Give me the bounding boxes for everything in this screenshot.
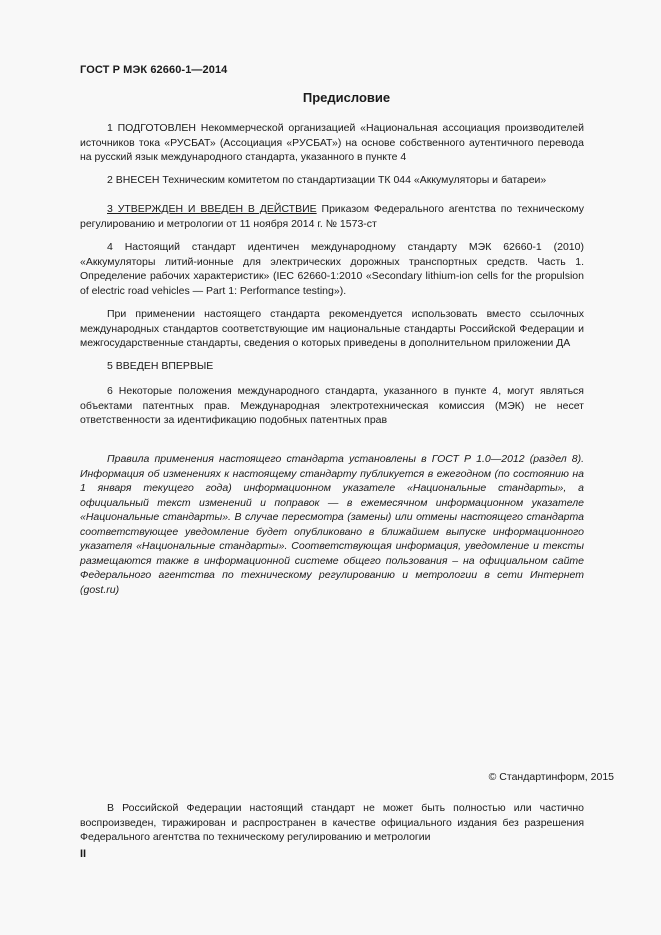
paragraph-first-introduced: 5 ВВЕДЕН ВПЕРВЫЕ — [107, 360, 214, 372]
paragraph-patent-rights: 6 Некоторые положения международного стандарта, указанного в пункте 4, могут являться объектами патентных прав. Международная электротехническая комиссия (МЭК) не несет ответственности за идентификацию подобных патентных прав — [80, 385, 584, 426]
page-number: II — [80, 848, 87, 860]
footer-reproduction-notice: В Российской Федерации настоящий стандарт не может быть полностью или частично воспроизведен, тиражирован и распространен в качестве официального издания без разрешения Федерального агентства по техническому регулированию и метрологии — [80, 802, 584, 843]
document-code: ГОСТ Р МЭК 62660-1—2014 — [80, 64, 228, 76]
paragraph-introduced-by: 2 ВНЕСЕН Техническим комитетом по стандартизации ТК 044 «Аккумуляторы и батареи» — [107, 174, 547, 186]
page-title: Предисловие — [302, 90, 391, 105]
approved-lead: 3 УТВЕРЖДЕН И ВВЕДЕН В ДЕЙСТВИЕ — [107, 203, 317, 215]
notice-block: Правила применения настоящего стандарта установлены в ГОСТ Р 1.0—2012 (раздел 8). Информация об изменениях к настоящему стандарту публикуется в ежегодном (по состоянию на 1 января текущего года) информационном указателе «Национальные стандарты», а официальный текст изменений и поправок — в ежемесячном информационном указателе «Национальные стандарты». В случае пересмотра (замены) или отмены настоящего стандарта соответствующее уведомление будет опубликовано в ближайшем выпуске информационного указателя «Национальные стандарты». Соответствующая информация, уведомление и тексты размещаются также в информационной системе общего пользования – на официальном сайте Федерального агентства по техническому регулированию и метрологии в сети Интернет (gost.ru) — [80, 453, 584, 596]
paragraph-identical-standard: 4 Настоящий стандарт идентичен международному стандарту МЭК 62660-1 (2010) «Аккумуляторы литий-ионные для электрических дорожных транспортных средств. Часть 1. Определение рабочих характеристик» (IEC 62660-1:2010 «Secondary lithium-ion cells for the propulsion of electric road vehicles — Part 1: Performance testing»). — [80, 241, 584, 297]
approved-rest: Приказом Федерального агентства по техническому регулированию и метрологии от 11 ноября 2014 г. № 1573-ст — [80, 203, 584, 230]
paragraph-prepared-by: 1 ПОДГОТОВЛЕН Некоммерческой организацией «Национальная ассоциация производителей источников тока «РУСБАТ» (Ассоциация «РУСБАТ») на основе собственного аутентичного перевода на русский язык международного стандарта, указанного в пункте 4 — [80, 122, 584, 163]
paragraph-application: При применении настоящего стандарта рекомендуется использовать вместо ссылочных международных стандартов соответствующие им национальные стандарты Российской Федерации и межгосударственные стандарты, сведения о которых приведены в дополнительном приложении ДА — [80, 308, 584, 349]
copyright: © Стандартинформ, 2015 — [488, 771, 614, 783]
paragraph-approved — [80, 202, 584, 231]
